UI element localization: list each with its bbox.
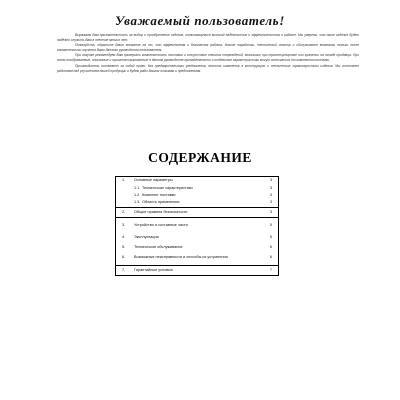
toc-page: 6	[269, 245, 272, 249]
toc-title: Технические характеристики	[142, 186, 193, 190]
intro-paragraph: Пожалуйста, обратите Ваше внимание на то, что эффективная и безопасная работа, долгие наработки, технический осмотр и обслуживание возможны только после внимательного изучения Вами данного руководства пользователя.	[57, 43, 359, 53]
toc-row	[116, 265, 278, 272]
greeting-title: Уважаемый пользователь!	[115, 13, 285, 28]
toc-number: 4.	[122, 235, 126, 239]
toc-heading: СОДЕРЖАНИЕ	[148, 150, 252, 165]
toc-title: Гарантийные условия	[134, 268, 173, 272]
intro-paragraph: Выражаем Вам признательность за выбор и приобретение изделия, отличающегося высокой надёжностью и эффективностью в работе. Мы уверены, что наше изделие будет надёжно служить Вам в течение многих лет.	[57, 33, 359, 43]
toc-number: 2.	[122, 210, 126, 214]
toc-page: 3	[269, 210, 272, 214]
toc-number: 1.3.	[134, 200, 141, 204]
toc-page: 7	[269, 268, 272, 272]
intro-text	[57, 33, 359, 74]
toc-page: 5	[269, 235, 272, 239]
toc-number: 6.	[122, 255, 126, 259]
toc-page: 3	[269, 200, 272, 204]
toc-page: 3	[269, 193, 272, 197]
toc-title: Общие правила безопасности	[134, 210, 188, 214]
toc-page: 6	[269, 255, 272, 259]
toc-table	[115, 176, 279, 276]
toc-title: Область применения	[142, 200, 180, 204]
intro-paragraph: Производитель оставляет за собой право, без предварительного уведомления, вносить изменения в конструкцию и технические характеристики изделия. Мы постоянно работаем над улучшением нашей продукции и будем рады Вашим отзывам и предложениям.	[57, 63, 359, 73]
toc-page: 3	[269, 178, 272, 182]
toc-row	[116, 217, 278, 227]
toc-title: Комплект поставки	[142, 193, 176, 197]
toc-number: 5.	[122, 245, 126, 249]
toc-title: Техническое обслуживание	[134, 245, 183, 249]
toc-title: Устройство и составные части	[134, 223, 188, 227]
toc-number: 3.	[122, 223, 126, 227]
toc-title: Эксплуатация	[134, 235, 159, 239]
toc-title: Основные параметры	[134, 178, 173, 182]
toc-row	[116, 207, 278, 214]
toc-number: 1.1.	[134, 186, 141, 190]
toc-page: 5	[269, 223, 272, 227]
intro-paragraph: При покупке рекомендуем Вам проверить комплектность поставки и отсутствие внешних повреждений, возникших при транспортировке или хранении на складе продавца. При этом отображаемые, описанные и проиллюстрированные в данном руководстве принадлежности и отдельные характеристики могут отличаться от комплекта поставки.	[57, 53, 359, 63]
toc-page: 3	[269, 186, 272, 190]
toc-number: 7.	[122, 268, 126, 272]
toc-title: Возможные неисправности и способы их устранения	[134, 255, 228, 259]
toc-number: 1.2.	[134, 193, 141, 197]
toc-number: 1.	[122, 178, 126, 182]
